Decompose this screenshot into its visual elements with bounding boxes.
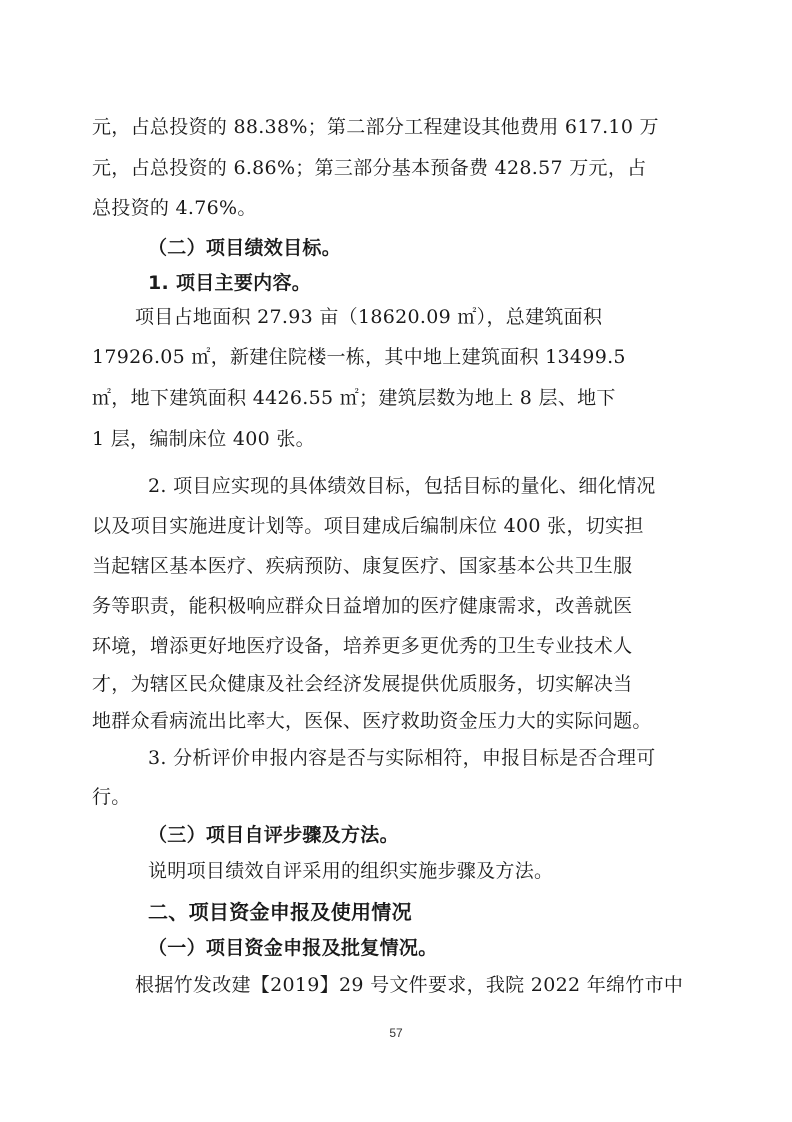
body-text-line: 元，占总投资的 88.38%；第二部分工程建设其他费用 617.10 万 [92, 116, 659, 138]
section-heading: （一）项目资金申报及批复情况。 [148, 937, 438, 959]
body-text-line: 1 层，编制床位 400 张。 [92, 428, 315, 450]
body-text-line: 17926.05 ㎡，新建住院楼一栋，其中地上建筑面积 13499.5 [92, 346, 626, 368]
body-text-line: 项目占地面积 27.93 亩（18620.09 ㎡），总建筑面积 [135, 306, 603, 328]
body-text-line: 才，为辖区民众健康及社会经济发展提供优质服务，切实解决当 [92, 673, 633, 695]
body-text-line: 以及项目实施进度计划等。项目建成后编制床位 400 张，切实担 [92, 515, 644, 537]
body-text-line: 环境，增添更好地医疗设备，培养更多更优秀的卫生专业技术人 [92, 635, 633, 657]
body-text-line: 2. 项目应实现的具体绩效目标，包括目标的量化、细化情况 [148, 475, 656, 497]
body-text-line: 说明项目绩效自评采用的组织实施步骤及方法。 [148, 860, 554, 882]
section-heading: （二）项目绩效目标。 [148, 237, 342, 259]
chapter-heading: 二、项目资金申报及使用情况 [148, 900, 412, 924]
body-text-line: ㎡，地下建筑面积 4426.55 ㎡；建筑层数为地上 8 层、地下 [92, 387, 616, 409]
body-text-line: 地群众看病流出比率大，医保、医疗救助资金压力大的实际问题。 [92, 710, 652, 732]
body-text-line: 3. 分析评价申报内容是否与实际相符，申报目标是否合理可 [148, 747, 656, 769]
body-text-line: 行。 [92, 786, 131, 808]
section-heading: （三）项目自评步骤及方法。 [148, 824, 399, 846]
body-text-line: 当起辖区基本医疗、疾病预防、康复医疗、国家基本公共卫生服 [92, 555, 633, 577]
page-number: 57 [389, 1026, 403, 1040]
body-text-line: 务等职责，能积极响应群众日益增加的医疗健康需求，改善就医 [92, 595, 633, 617]
body-text-line: 总投资的 4.76%。 [92, 197, 257, 219]
body-text-line: 根据竹发改建【2019】29 号文件要求，我院 2022 年绵竹市中 [135, 974, 684, 996]
body-text-line: 元，占总投资的 6.86%；第三部分基本预备费 428.57 万元，占 [92, 157, 647, 179]
subsection-heading: 1. 项目主要内容。 [148, 272, 312, 294]
